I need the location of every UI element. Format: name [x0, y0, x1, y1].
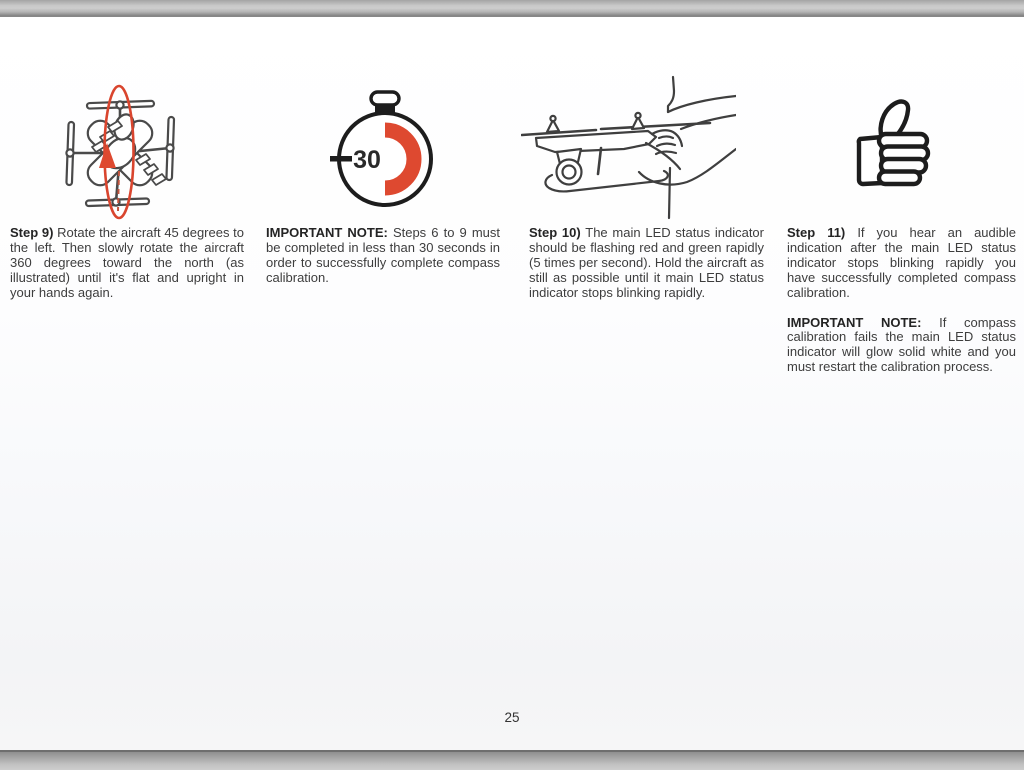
important-note-2-text: If compass calibration fails the main LED status indicator will glow solid white and you must restart the calibration process.	[787, 314, 1017, 375]
step-9-paragraph	[10, 226, 244, 301]
important-note-2-label: IMPORTANT NOTE:	[787, 314, 922, 330]
stopwatch-icon	[330, 79, 440, 214]
important-note-1-text: Steps 6 to 9 must be completed in less than 30 seconds in order to successfully complete compass calibration.	[266, 225, 500, 285]
viewer-bottom-edge	[0, 750, 1024, 770]
important-note-1-paragraph	[266, 226, 500, 286]
column-important-note-1	[266, 226, 500, 286]
step-10-text: The main LED status indicator should be flashing red and green rapidly (5 times per second). Hold the aircraft as still as possible until it main LED status indicator stops blinking rapidly.	[529, 225, 764, 300]
viewer-top-edge	[0, 0, 1024, 17]
drone-rotation-icon	[54, 75, 198, 225]
hand-holding-drone-icon	[521, 72, 736, 220]
step-10-paragraph	[529, 226, 764, 301]
column-step-9	[10, 226, 244, 301]
step-10-label: Step 10)	[529, 225, 581, 240]
thumbs-up-icon	[850, 99, 942, 191]
step-11-text: If you hear an audible indication after the main LED status indicator stops blinking rapidly you have successfully completed compass calibration.	[787, 225, 1016, 300]
step-9-text: Rotate the aircraft 45 degrees to the left. Then slowly rotate the aircraft 360 degrees toward the north (as illustrated) until it's flat and upright in your hands again.	[10, 225, 244, 300]
column-step-11	[787, 226, 1016, 375]
important-note-2-paragraph	[787, 316, 1016, 376]
page-number: 25	[504, 710, 520, 725]
important-note-1-label: IMPORTANT NOTE:	[266, 225, 388, 240]
column-step-10	[529, 226, 764, 301]
step-11-paragraph	[787, 226, 1016, 301]
step-11-label: Step 11)	[787, 225, 846, 240]
stopwatch-value: 30	[353, 146, 381, 174]
document-page	[0, 17, 1024, 750]
step-9-label: Step 9)	[10, 225, 54, 240]
